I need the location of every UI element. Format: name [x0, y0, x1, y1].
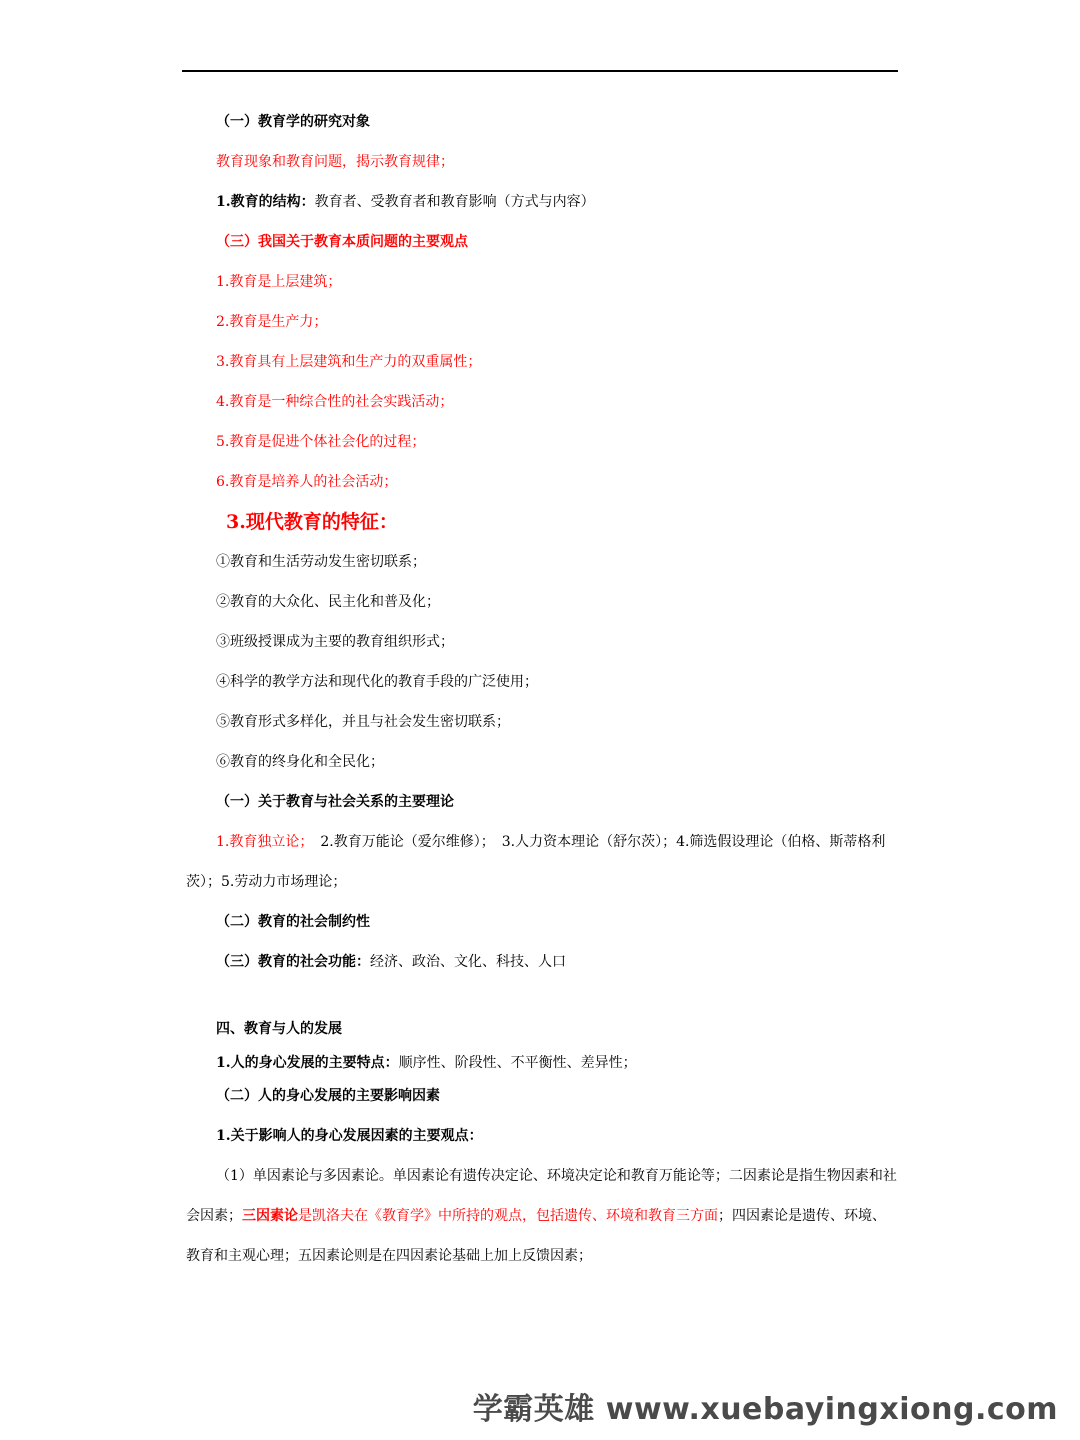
functions-label: （三）教育的社会功能：: [216, 954, 370, 970]
essence-item: 1.教育是上层建筑；: [216, 274, 342, 290]
factors-views-label: 1.关于影响人的身心发展因素的主要观点：: [216, 1128, 483, 1144]
feature-item: ⑤教育形式多样化，并且与社会发生密切联系；: [216, 714, 510, 730]
development-features: [216, 1053, 637, 1073]
site-watermark: 学霸英雄 www.xuebayingxiong.com: [472, 1392, 1058, 1427]
feature-item: ②教育的大众化、民主化和普及化；: [216, 594, 440, 610]
feature-item: ④科学的教学方法和现代化的教育手段的广泛使用；: [216, 674, 538, 690]
research-object-text: 教育现象和教育问题，揭示教育规律；: [216, 154, 454, 170]
essence-item: 4.教育是一种综合性的社会实践活动；: [216, 394, 454, 410]
essence-item: 6.教育是培养人的社会活动；: [216, 474, 398, 490]
factors-text-a: （1）单因素论与多因素论。单因素论有遗传决定论、环境决定论和教育万能论等；二因素论是指生物因素和社会因素；: [186, 1168, 897, 1224]
theory-independent: 1.教育独立论；: [216, 834, 307, 850]
section-human-development: 四、教育与人的发展: [216, 1021, 342, 1037]
section-influencing-factors: （二）人的身心发展的主要影响因素: [216, 1088, 440, 1104]
section-society-theories: （一）关于教育与社会关系的主要理论: [216, 794, 454, 810]
section-research-object: （一）教育学的研究对象: [216, 114, 370, 130]
social-functions: [216, 952, 566, 972]
section-essence-views: （三）我国关于教育本质问题的主要观点: [216, 234, 468, 250]
factors-text-c: ；四因素论是遗传、环境、教育和主观心理；五因素论则是在四因素论基础上加上反馈因素；: [186, 1208, 886, 1264]
essence-item: 2.教育是生产力；: [216, 314, 328, 330]
three-factor-desc: 是凯洛夫在《教育学》中所持的观点，包括遗传、环境和教育三方面: [298, 1208, 718, 1224]
factors-paragraph: [186, 1156, 898, 1276]
feature-item: ⑥教育的终身化和全民化；: [216, 754, 384, 770]
theories-rest: 2.教育万能论（爱尔维修）； 3.人力资本理论（舒尔茨）；4.筛选假设理论（伯格、斯蒂格利茨）；5.劳动力市场理论；: [186, 834, 886, 890]
header-rule: [182, 70, 898, 72]
education-structure: [216, 192, 595, 212]
feature-item: ③班级授课成为主要的教育组织形式；: [216, 634, 454, 650]
heading-modern-education: 3.现代教育的特征：: [226, 511, 398, 533]
feature-item: ①教育和生活劳动发生密切联系；: [216, 554, 426, 570]
features-text: 顺序性、阶段性、不平衡性、差异性；: [398, 1055, 637, 1071]
features-label: 1.人的身心发展的主要特点：: [216, 1055, 399, 1071]
theories-paragraph: [186, 822, 898, 902]
three-factor-term: 三因素论: [242, 1208, 298, 1224]
functions-text: 经济、政治、文化、科技、人口: [370, 954, 566, 970]
structure-label: 1.教育的结构：: [216, 194, 315, 210]
section-social-restriction: （二）教育的社会制约性: [216, 914, 370, 930]
essence-item: 3.教育具有上层建筑和生产力的双重属性；: [216, 354, 482, 370]
essence-item: 5.教育是促进个体社会化的过程；: [216, 434, 426, 450]
structure-text: 教育者、受教育者和教育影响（方式与内容）: [314, 194, 595, 210]
